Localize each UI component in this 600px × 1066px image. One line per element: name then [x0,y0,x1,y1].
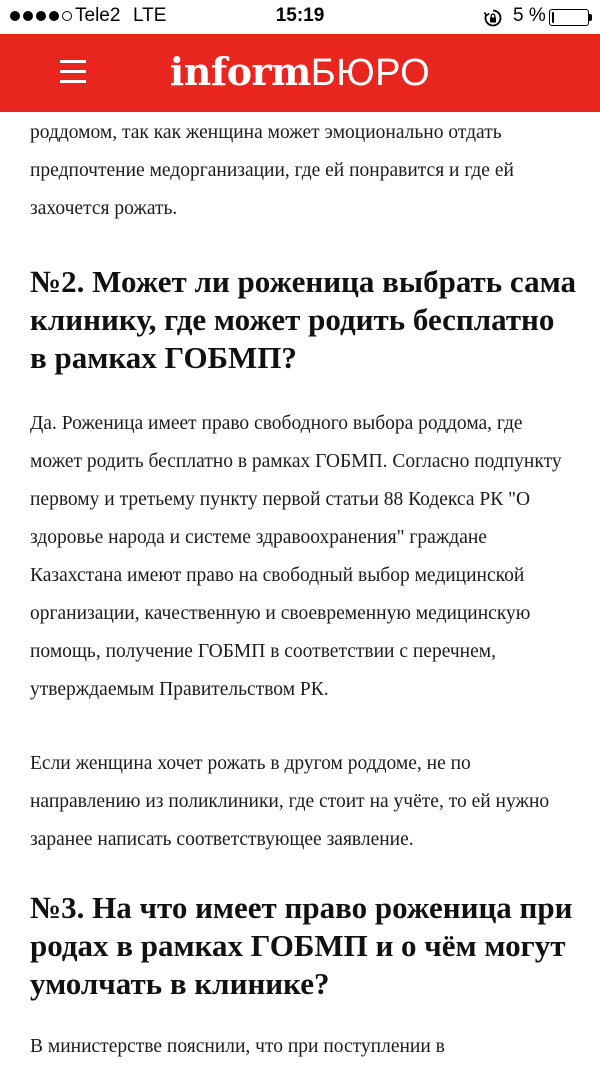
logo-inform-text: inform [169,49,311,94]
battery-icon [549,9,589,26]
article-paragraph: В министерстве пояснили, что при поступлении в [30,1036,445,1057]
article-paragraph: Если женщина хочет рожать в другом роддоме, не по направлению из поликлиники, где стоит на учёте, то ей нужно заранее написать соответствующее заявление. [30,753,550,850]
article-paragraph: Да. Роженица имеет право свободного выбора роддома, где может родить бесплатно в рамках ГОБМП. Согласно подпункту первому и третьему пункту первой статьи 88 Кодекса РК "О здоровье народа и системе здравоохранения" граждане Казахстана имеют право на свободный выбор медицинской организации, качественную и своевременную медицинскую помощь, получение ГОБМП в соответствии с перечнем, утверждаемым Правительством РК. [30,413,562,700]
battery-tip [589,14,592,21]
site-header [0,34,600,112]
question-3-heading: №3. На что имеет право роженица при родах в рамках ГОБМП и о чём могут умолчать в клинике? [30,890,573,1001]
logo-buro-text: БЮРО [310,52,431,94]
rotation-lock-icon [483,8,503,28]
question-2-heading: №2. Может ли роженица выбрать сама клинику, где может родить бесплатно в рамках ГОБМП? [30,264,576,375]
status-time: 15:19 [275,5,325,26]
battery-percentage: 5 % [513,5,546,26]
network-type: LTE [133,5,167,26]
article-paragraph: роддомом, так как женщина может эмоционально отдать предпочтение медорганизации, где ей понравится и где ей захочется рожать. [30,122,514,219]
site-logo[interactable] [0,49,600,96]
status-bar [0,0,600,34]
carrier-name: Tele2 [75,5,121,26]
article-body [30,112,578,1066]
battery-level-fill [552,12,554,23]
